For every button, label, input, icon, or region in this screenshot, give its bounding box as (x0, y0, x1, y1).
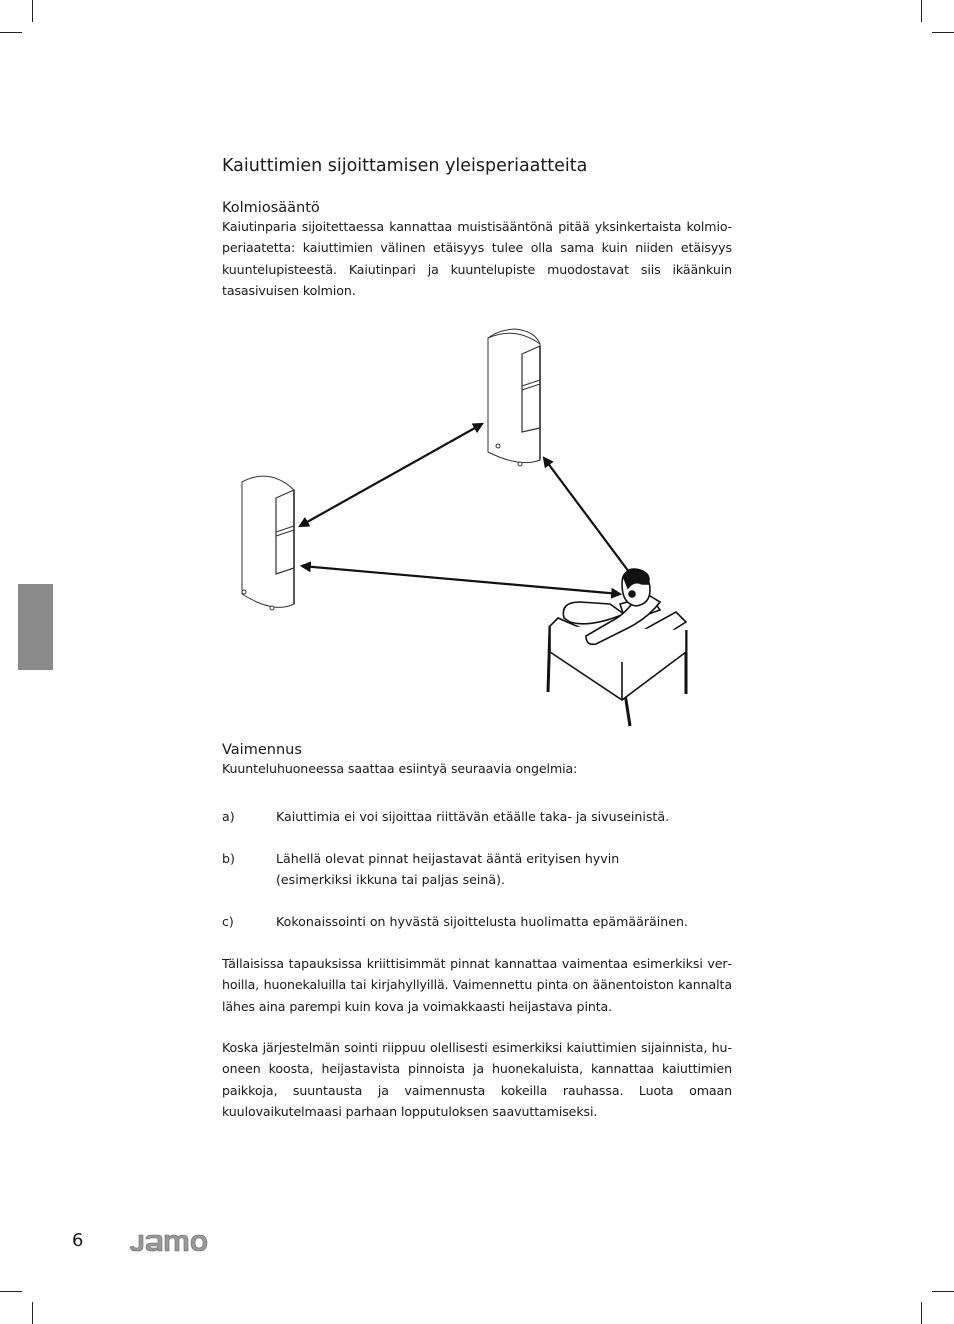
section-paragraph: Kaiutinparia sijoitettaessa kannattaa muistisääntönä pitää yksinkertaista kolmioperiaatetta: kaiuttimien välinen etäisyys tulee olla sama kuin niiden etäisyys kuuntelupisteestä. Kaiutinpari ja kuuntelupiste muodostavat siis ikäänkuin tasasivuisen kolmion. (222, 219, 732, 298)
speaker-icon (488, 329, 540, 466)
list-text (276, 848, 736, 891)
body-paragraph: Koska järjestelmän sointi riippuu olellisesti esimerkiksi kaiuttimien sijainnista, huoneen koosta, heijastavista pinnoista ja huonekaluista, kannattaa kaiuttimien paikkoja, suuntausta ja vaimennusta kokeilla rauhassa. Luota omaan kuulovaikutelmaasi parhaan lopputuloksen saavuttamiseksi. (222, 1040, 732, 1119)
crop-mark (932, 1291, 954, 1292)
jamo-logo (128, 1230, 208, 1254)
section-intro: Kuunteluhuoneessa saattaa esiintyä seuraavia ongelmia: (222, 761, 578, 776)
page-title: Kaiuttimien sijoittamisen yleisperiaatteita (222, 156, 588, 176)
crop-mark (921, 0, 922, 22)
list-label: a) (222, 809, 235, 824)
crop-mark (932, 32, 954, 33)
crop-mark (32, 1302, 33, 1324)
section-title: Vaimennus (222, 742, 302, 758)
damping-paragraph-2 (222, 1037, 732, 1122)
crop-mark (32, 0, 33, 22)
damping-paragraph-1 (222, 953, 732, 1017)
list-label: b) (222, 851, 235, 866)
list-text-line: Lähellä olevat pinnat heijastavat ääntä erityisen hyvin (276, 851, 620, 866)
section-damping (222, 742, 732, 779)
crop-mark (921, 1302, 922, 1324)
body-paragraph: Tällaisissa tapauksissa kriittisimmät pinnat kannattaa vaimentaa esimerkiksi verhoilla, huonekaluilla tai kirjahyllyillä. Vaimennettu pinta on äänentoiston kannalta lähes aina parempi kuin kova ja voimakkaasti heijastava pinta. (222, 956, 732, 1014)
speaker-icon (242, 476, 294, 610)
listener-icon (548, 569, 686, 726)
section-tab (18, 584, 53, 670)
list-label: c) (222, 914, 234, 929)
list-text-line: (esimerkiksi ikkuna tai paljas seinä). (276, 872, 506, 888)
placement-illustration (230, 322, 700, 732)
section-triangle-rule (222, 200, 732, 301)
list-text: Kaiuttimia ei voi sijoittaa riittävän etäälle taka- ja sivuseinistä. (276, 809, 670, 824)
crop-mark (0, 1291, 22, 1292)
crop-mark (0, 32, 22, 33)
arrow-icon (300, 424, 638, 594)
list-text: Kokonaissointi on hyvästä sijoittelusta huolimatta epämääräinen. (276, 914, 688, 929)
page-number: 6 (72, 1230, 84, 1251)
section-title: Kolmiosääntö (222, 200, 320, 216)
